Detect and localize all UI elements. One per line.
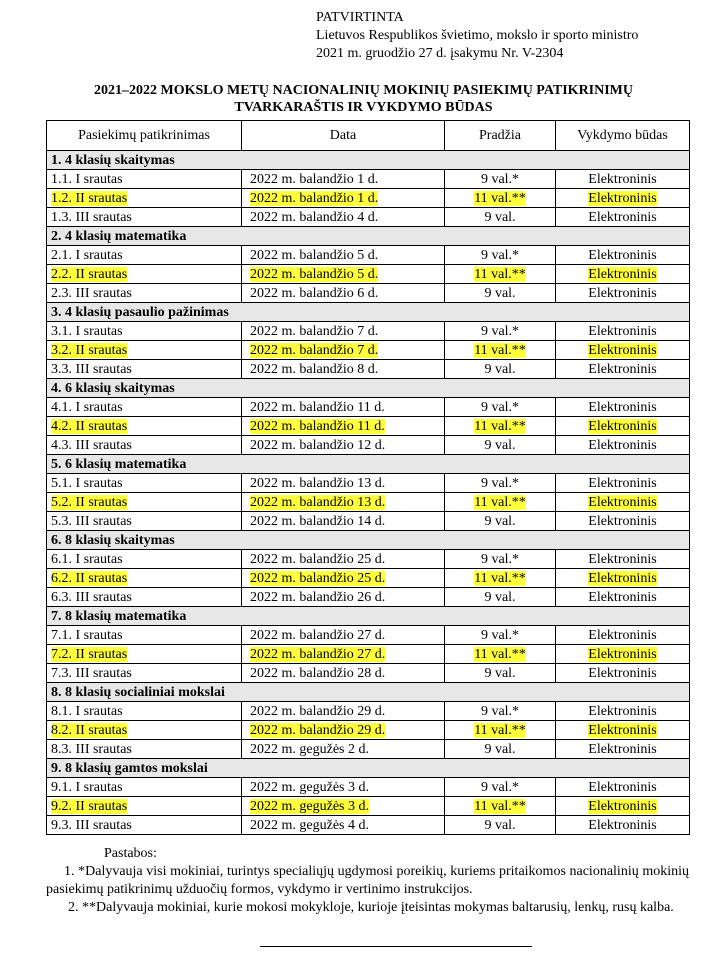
date-cell-text: 2022 m. balandžio 29 d. bbox=[250, 722, 386, 738]
approval-block bbox=[316, 9, 638, 63]
method-cell bbox=[556, 246, 690, 265]
assessment-cell bbox=[47, 341, 242, 360]
start-time-cell bbox=[445, 626, 556, 645]
start-time-cell-text: 9 val. bbox=[484, 665, 516, 681]
assessment-cell-text: 7.1. I srautas bbox=[51, 627, 123, 643]
date-cell-text: 2022 m. balandžio 1 d. bbox=[250, 190, 379, 206]
start-time-cell-text: 11 val.** bbox=[474, 646, 526, 662]
start-time-cell-text: 9 val. bbox=[484, 285, 516, 301]
start-time-cell bbox=[445, 189, 556, 208]
start-time-cell-text: 11 val.** bbox=[474, 722, 526, 738]
date-cell bbox=[242, 360, 445, 379]
section-row bbox=[47, 531, 690, 550]
date-cell-text: 2022 m. balandžio 25 d. bbox=[250, 551, 386, 567]
method-cell-text: Elektroninis bbox=[588, 646, 657, 662]
start-time-cell bbox=[445, 360, 556, 379]
date-cell bbox=[242, 246, 445, 265]
date-cell-text: 2022 m. balandžio 25 d. bbox=[250, 570, 386, 586]
table-header-row bbox=[47, 121, 690, 151]
section-row bbox=[47, 227, 690, 246]
date-cell-text: 2022 m. balandžio 7 d. bbox=[250, 342, 379, 358]
date-cell-text: 2022 m. balandžio 7 d. bbox=[250, 323, 379, 339]
section-title: 2. 4 klasių matematika bbox=[47, 227, 690, 246]
method-cell-text: Elektroninis bbox=[588, 589, 657, 605]
assessment-cell bbox=[47, 398, 242, 417]
start-time-cell bbox=[445, 569, 556, 588]
method-cell-text: Elektroninis bbox=[588, 798, 657, 814]
start-time-cell bbox=[445, 208, 556, 227]
assessment-cell-text: 4.1. I srautas bbox=[51, 399, 123, 415]
start-time-cell bbox=[445, 740, 556, 759]
start-time-cell-text: 9 val.* bbox=[480, 779, 520, 795]
method-cell-text: Elektroninis bbox=[588, 266, 657, 282]
assessment-cell-text: 2.2. II srautas bbox=[51, 266, 128, 282]
method-cell bbox=[556, 645, 690, 664]
method-cell bbox=[556, 721, 690, 740]
assessment-cell bbox=[47, 702, 242, 721]
section-title: 7. 8 klasių matematika bbox=[47, 607, 690, 626]
date-cell-text: 2022 m. balandžio 12 d. bbox=[250, 437, 386, 453]
bottom-rule bbox=[260, 946, 532, 947]
table-row bbox=[47, 645, 690, 664]
method-cell-text: Elektroninis bbox=[588, 323, 657, 339]
assessment-cell bbox=[47, 208, 242, 227]
date-cell-text: 2022 m. gegužės 3 d. bbox=[250, 779, 369, 795]
start-time-cell bbox=[445, 284, 556, 303]
method-cell bbox=[556, 398, 690, 417]
date-cell bbox=[242, 816, 445, 835]
date-cell bbox=[242, 398, 445, 417]
method-cell-text: Elektroninis bbox=[588, 361, 657, 377]
assessment-cell bbox=[47, 322, 242, 341]
assessment-cell bbox=[47, 474, 242, 493]
assessment-cell bbox=[47, 512, 242, 531]
date-cell bbox=[242, 797, 445, 816]
section-title: 5. 6 klasių matematika bbox=[47, 455, 690, 474]
table-row bbox=[47, 341, 690, 360]
date-cell bbox=[242, 265, 445, 284]
assessment-cell bbox=[47, 816, 242, 835]
start-time-cell-text: 11 val.** bbox=[474, 798, 526, 814]
assessment-cell bbox=[47, 721, 242, 740]
table-row bbox=[47, 360, 690, 379]
date-cell-text: 2022 m. balandžio 1 d. bbox=[250, 171, 379, 187]
assessment-cell-text: 7.2. II srautas bbox=[51, 646, 128, 662]
assessment-cell-text: 5.2. II srautas bbox=[51, 494, 128, 510]
header-method: Vykdymo būdas bbox=[556, 121, 690, 151]
start-time-cell-text: 11 val.** bbox=[474, 342, 526, 358]
table-row bbox=[47, 569, 690, 588]
start-time-cell bbox=[445, 170, 556, 189]
start-time-cell bbox=[445, 664, 556, 683]
method-cell bbox=[556, 493, 690, 512]
assessment-cell bbox=[47, 189, 242, 208]
date-cell bbox=[242, 721, 445, 740]
table-row bbox=[47, 626, 690, 645]
start-time-cell bbox=[445, 322, 556, 341]
date-cell-text: 2022 m. balandžio 5 d. bbox=[250, 266, 379, 282]
assessment-cell bbox=[47, 246, 242, 265]
table-row bbox=[47, 189, 690, 208]
start-time-cell-text: 9 val. bbox=[484, 209, 516, 225]
document-title bbox=[0, 82, 727, 116]
table-row bbox=[47, 265, 690, 284]
method-cell-text: Elektroninis bbox=[588, 741, 657, 757]
table-row bbox=[47, 398, 690, 417]
table-row bbox=[47, 588, 690, 607]
assessment-cell bbox=[47, 569, 242, 588]
date-cell bbox=[242, 208, 445, 227]
date-cell bbox=[242, 778, 445, 797]
approval-line-1: PATVIRTINTA bbox=[316, 10, 404, 25]
date-cell bbox=[242, 189, 445, 208]
date-cell bbox=[242, 702, 445, 721]
date-cell bbox=[242, 588, 445, 607]
table-row bbox=[47, 322, 690, 341]
method-cell bbox=[556, 265, 690, 284]
date-cell bbox=[242, 740, 445, 759]
start-time-cell-text: 11 val.** bbox=[474, 190, 526, 206]
table-row bbox=[47, 417, 690, 436]
method-cell bbox=[556, 664, 690, 683]
date-cell-text: 2022 m. balandžio 5 d. bbox=[250, 247, 379, 263]
date-cell-text: 2022 m. balandžio 13 d. bbox=[250, 475, 386, 491]
assessment-cell bbox=[47, 493, 242, 512]
table-row bbox=[47, 702, 690, 721]
assessment-cell-text: 8.2. II srautas bbox=[51, 722, 128, 738]
method-cell-text: Elektroninis bbox=[588, 475, 657, 491]
assessment-cell bbox=[47, 626, 242, 645]
method-cell bbox=[556, 360, 690, 379]
assessment-cell bbox=[47, 436, 242, 455]
method-cell bbox=[556, 778, 690, 797]
method-cell bbox=[556, 189, 690, 208]
start-time-cell-text: 9 val.* bbox=[480, 323, 520, 339]
start-time-cell bbox=[445, 816, 556, 835]
start-time-cell-text: 9 val.* bbox=[480, 399, 520, 415]
date-cell bbox=[242, 474, 445, 493]
assessment-cell bbox=[47, 170, 242, 189]
date-cell bbox=[242, 417, 445, 436]
method-cell bbox=[556, 626, 690, 645]
start-time-cell-text: 9 val.* bbox=[480, 171, 520, 187]
date-cell bbox=[242, 322, 445, 341]
method-cell-text: Elektroninis bbox=[588, 247, 657, 263]
date-cell-text: 2022 m. balandžio 11 d. bbox=[250, 399, 385, 415]
date-cell bbox=[242, 569, 445, 588]
schedule-table bbox=[46, 120, 690, 835]
table-row bbox=[47, 436, 690, 455]
table-row bbox=[47, 512, 690, 531]
start-time-cell-text: 9 val.* bbox=[480, 703, 520, 719]
section-title: 6. 8 klasių skaitymas bbox=[47, 531, 690, 550]
title-line-2: TVARKARAŠTIS IR VYKDYMO BŪDAS bbox=[234, 100, 493, 115]
section-row bbox=[47, 379, 690, 398]
method-cell bbox=[556, 797, 690, 816]
approval-line-3: 2021 m. gruodžio 27 d. įsakymu Nr. V-2304 bbox=[316, 46, 564, 61]
section-row bbox=[47, 303, 690, 322]
start-time-cell-text: 9 val. bbox=[484, 437, 516, 453]
method-cell-text: Elektroninis bbox=[588, 285, 657, 301]
section-row bbox=[47, 151, 690, 170]
method-cell bbox=[556, 208, 690, 227]
notes-block bbox=[46, 845, 689, 917]
start-time-cell bbox=[445, 550, 556, 569]
method-cell bbox=[556, 569, 690, 588]
start-time-cell bbox=[445, 588, 556, 607]
method-cell-text: Elektroninis bbox=[588, 513, 657, 529]
method-cell bbox=[556, 341, 690, 360]
method-cell bbox=[556, 284, 690, 303]
assessment-cell-text: 2.1. I srautas bbox=[51, 247, 123, 263]
method-cell bbox=[556, 702, 690, 721]
table-row bbox=[47, 797, 690, 816]
start-time-cell-text: 11 val.** bbox=[474, 570, 526, 586]
start-time-cell-text: 11 val.** bbox=[474, 418, 526, 434]
assessment-cell bbox=[47, 265, 242, 284]
method-cell-text: Elektroninis bbox=[588, 570, 657, 586]
start-time-cell-text: 9 val. bbox=[484, 361, 516, 377]
start-time-cell bbox=[445, 778, 556, 797]
start-time-cell bbox=[445, 512, 556, 531]
assessment-cell-text: 5.3. III srautas bbox=[51, 513, 132, 529]
date-cell-text: 2022 m. balandžio 13 d. bbox=[250, 494, 386, 510]
start-time-cell-text: 9 val.* bbox=[480, 247, 520, 263]
assessment-cell-text: 7.3. III srautas bbox=[51, 665, 132, 681]
start-time-cell-text: 9 val.* bbox=[480, 627, 520, 643]
start-time-cell bbox=[445, 474, 556, 493]
method-cell-text: Elektroninis bbox=[588, 399, 657, 415]
start-time-cell bbox=[445, 436, 556, 455]
table-row bbox=[47, 170, 690, 189]
start-time-cell bbox=[445, 721, 556, 740]
date-cell-text: 2022 m. balandžio 11 d. bbox=[250, 418, 385, 434]
assessment-cell bbox=[47, 360, 242, 379]
method-cell-text: Elektroninis bbox=[588, 437, 657, 453]
date-cell-text: 2022 m. balandžio 4 d. bbox=[250, 209, 379, 225]
table-row bbox=[47, 246, 690, 265]
start-time-cell bbox=[445, 645, 556, 664]
table-row bbox=[47, 550, 690, 569]
date-cell-text: 2022 m. balandžio 6 d. bbox=[250, 285, 379, 301]
date-cell bbox=[242, 645, 445, 664]
method-cell-text: Elektroninis bbox=[588, 171, 657, 187]
table-row bbox=[47, 664, 690, 683]
date-cell bbox=[242, 170, 445, 189]
method-cell bbox=[556, 740, 690, 759]
date-cell-text: 2022 m. gegužės 3 d. bbox=[250, 798, 369, 814]
section-row bbox=[47, 607, 690, 626]
header-assessment: Pasiekimų patikrinimas bbox=[47, 121, 242, 151]
method-cell bbox=[556, 436, 690, 455]
approval-line-2: Lietuvos Respublikos švietimo, mokslo ir sporto ministro bbox=[316, 28, 639, 43]
assessment-cell bbox=[47, 417, 242, 436]
start-time-cell-text: 9 val. bbox=[484, 513, 516, 529]
header-start: Pradžia bbox=[445, 121, 556, 151]
table-row bbox=[47, 208, 690, 227]
start-time-cell-text: 9 val. bbox=[484, 741, 516, 757]
header-date: Data bbox=[242, 121, 445, 151]
start-time-cell bbox=[445, 246, 556, 265]
section-row bbox=[47, 759, 690, 778]
table-row bbox=[47, 721, 690, 740]
assessment-cell bbox=[47, 664, 242, 683]
assessment-cell-text: 1.1. I srautas bbox=[51, 171, 123, 187]
assessment-cell bbox=[47, 588, 242, 607]
section-title: 9. 8 klasių gamtos mokslai bbox=[47, 759, 690, 778]
method-cell bbox=[556, 588, 690, 607]
assessment-cell-text: 6.3. III srautas bbox=[51, 589, 132, 605]
table-row bbox=[47, 816, 690, 835]
assessment-cell bbox=[47, 797, 242, 816]
method-cell bbox=[556, 170, 690, 189]
start-time-cell bbox=[445, 341, 556, 360]
table-row bbox=[47, 284, 690, 303]
assessment-cell-text: 3.3. III srautas bbox=[51, 361, 132, 377]
note-2: 2. **Dalyvauja mokiniai, kurie mokosi mokykloje, kurioje įteisintas mokymas baltarusių, lenkų, rusų kalba. bbox=[68, 900, 674, 915]
assessment-cell-text: 6.1. I srautas bbox=[51, 551, 123, 567]
date-cell-text: 2022 m. gegužės 2 d. bbox=[250, 741, 369, 757]
start-time-cell-text: 9 val.* bbox=[480, 475, 520, 491]
table-row bbox=[47, 493, 690, 512]
assessment-cell bbox=[47, 550, 242, 569]
method-cell bbox=[556, 512, 690, 531]
section-row bbox=[47, 683, 690, 702]
date-cell-text: 2022 m. balandžio 29 d. bbox=[250, 703, 386, 719]
method-cell bbox=[556, 816, 690, 835]
date-cell-text: 2022 m. balandžio 27 d. bbox=[250, 627, 386, 643]
start-time-cell bbox=[445, 417, 556, 436]
assessment-cell-text: 3.1. I srautas bbox=[51, 323, 123, 339]
assessment-cell-text: 8.3. III srautas bbox=[51, 741, 132, 757]
method-cell-text: Elektroninis bbox=[588, 817, 657, 833]
method-cell-text: Elektroninis bbox=[588, 418, 657, 434]
assessment-cell-text: 9.1. I srautas bbox=[51, 779, 123, 795]
section-title: 3. 4 klasių pasaulio pažinimas bbox=[47, 303, 690, 322]
method-cell-text: Elektroninis bbox=[588, 342, 657, 358]
start-time-cell-text: 9 val.* bbox=[480, 551, 520, 567]
start-time-cell bbox=[445, 493, 556, 512]
note-1: 1. *Dalyvauja visi mokiniai, turintys specialiųjų ugdymosi poreikių, kuriems pritaikomos nacionalinių mokinių pasiekimų patikrinimų užduočių formos, vykdymo ir vertinimo instrukcijos. bbox=[46, 864, 689, 897]
section-row bbox=[47, 455, 690, 474]
method-cell-text: Elektroninis bbox=[588, 494, 657, 510]
start-time-cell-text: 11 val.** bbox=[474, 266, 526, 282]
date-cell-text: 2022 m. balandžio 27 d. bbox=[250, 646, 386, 662]
assessment-cell bbox=[47, 740, 242, 759]
method-cell-text: Elektroninis bbox=[588, 627, 657, 643]
assessment-cell bbox=[47, 778, 242, 797]
method-cell-text: Elektroninis bbox=[588, 665, 657, 681]
date-cell-text: 2022 m. balandžio 26 d. bbox=[250, 589, 386, 605]
table-row bbox=[47, 778, 690, 797]
start-time-cell bbox=[445, 398, 556, 417]
start-time-cell bbox=[445, 702, 556, 721]
date-cell bbox=[242, 493, 445, 512]
method-cell-text: Elektroninis bbox=[588, 209, 657, 225]
assessment-cell-text: 8.1. I srautas bbox=[51, 703, 123, 719]
start-time-cell-text: 9 val. bbox=[484, 589, 516, 605]
date-cell bbox=[242, 626, 445, 645]
start-time-cell-text: 11 val.** bbox=[474, 494, 526, 510]
assessment-cell-text: 9.3. III srautas bbox=[51, 817, 132, 833]
section-title: 4. 6 klasių skaitymas bbox=[47, 379, 690, 398]
section-title: 8. 8 klasių socialiniai mokslai bbox=[47, 683, 690, 702]
assessment-cell-text: 9.2. II srautas bbox=[51, 798, 128, 814]
table-row bbox=[47, 740, 690, 759]
assessment-cell-text: 5.1. I srautas bbox=[51, 475, 123, 491]
start-time-cell bbox=[445, 797, 556, 816]
assessment-cell bbox=[47, 284, 242, 303]
assessment-cell-text: 1.2. II srautas bbox=[51, 190, 128, 206]
date-cell-text: 2022 m. gegužės 4 d. bbox=[250, 817, 369, 833]
date-cell-text: 2022 m. balandžio 8 d. bbox=[250, 361, 379, 377]
section-title: 1. 4 klasių skaitymas bbox=[47, 151, 690, 170]
date-cell-text: 2022 m. balandžio 28 d. bbox=[250, 665, 386, 681]
assessment-cell-text: 4.3. III srautas bbox=[51, 437, 132, 453]
table-body bbox=[47, 151, 690, 835]
date-cell bbox=[242, 512, 445, 531]
assessment-cell-text: 2.3. III srautas bbox=[51, 285, 132, 301]
start-time-cell bbox=[445, 265, 556, 284]
method-cell-text: Elektroninis bbox=[588, 190, 657, 206]
table-row bbox=[47, 474, 690, 493]
method-cell-text: Elektroninis bbox=[588, 722, 657, 738]
start-time-cell-text: 9 val. bbox=[484, 817, 516, 833]
method-cell bbox=[556, 322, 690, 341]
notes-heading: Pastabos: bbox=[104, 846, 157, 861]
method-cell bbox=[556, 550, 690, 569]
assessment-cell-text: 1.3. III srautas bbox=[51, 209, 132, 225]
assessment-cell-text: 4.2. II srautas bbox=[51, 418, 128, 434]
date-cell bbox=[242, 550, 445, 569]
title-line-1: 2021–2022 MOKSLO METŲ NACIONALINIŲ MOKINIŲ PASIEKIMŲ PATIKRINIMŲ bbox=[93, 83, 634, 98]
date-cell bbox=[242, 664, 445, 683]
date-cell-text: 2022 m. balandžio 14 d. bbox=[250, 513, 386, 529]
method-cell-text: Elektroninis bbox=[588, 779, 657, 795]
method-cell-text: Elektroninis bbox=[588, 551, 657, 567]
method-cell bbox=[556, 417, 690, 436]
assessment-cell-text: 3.2. II srautas bbox=[51, 342, 128, 358]
method-cell-text: Elektroninis bbox=[588, 703, 657, 719]
method-cell bbox=[556, 474, 690, 493]
date-cell bbox=[242, 436, 445, 455]
date-cell bbox=[242, 341, 445, 360]
date-cell bbox=[242, 284, 445, 303]
assessment-cell-text: 6.2. II srautas bbox=[51, 570, 128, 586]
assessment-cell bbox=[47, 645, 242, 664]
